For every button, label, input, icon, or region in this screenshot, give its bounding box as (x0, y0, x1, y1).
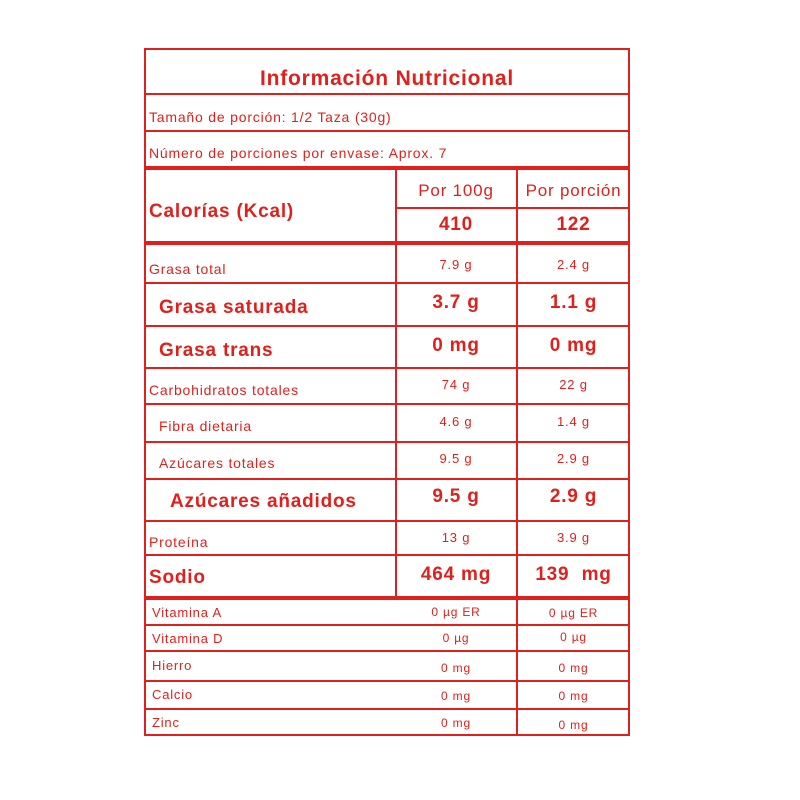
divider (146, 708, 628, 710)
nutrient-per-serving: 2.9 g (557, 451, 590, 466)
vitamin-per-100g: 0 mg (441, 689, 471, 703)
divider (146, 680, 628, 682)
vitamin-per-serving: 0 mg (558, 718, 589, 732)
nutrient-per-serving: 1.1 g (549, 292, 598, 313)
vitamin-per-serving: 0 µg ER (548, 606, 599, 620)
divider-thick (146, 166, 628, 170)
vitamin-per-100g: 0 mg (441, 716, 471, 730)
nutrient-label: Grasa saturada (159, 297, 309, 318)
vitamin-per-100g: 0 mg (441, 661, 471, 675)
divider (146, 554, 628, 556)
vitamin-label: Hierro (152, 658, 193, 673)
vitamin-per-100g: 0 µg (442, 631, 470, 645)
divider-thick (146, 596, 628, 600)
divider (396, 207, 628, 209)
divider (146, 325, 628, 327)
divider (146, 403, 628, 405)
divider-thick (146, 241, 628, 245)
nutrient-label: Fibra dietaria (159, 418, 252, 434)
nutrient-per-serving: 139 mg (535, 564, 612, 585)
vitamin-label: Calcio (152, 687, 193, 702)
column-header-per-serving: Por porción (525, 181, 622, 200)
nutrient-per-serving: 1.4 g (557, 414, 590, 429)
vitamin-label: Vitamina A (152, 605, 222, 620)
calories-per-100g: 410 (438, 214, 474, 235)
nutrient-per-serving: 2.9 g (549, 486, 598, 507)
nutrient-per-100g: 464 mg (420, 564, 492, 585)
nutrient-label: Grasa total (149, 261, 227, 277)
nutrient-per-serving: 3.9 g (557, 530, 590, 545)
vitamin-per-100g: 0 µg ER (431, 605, 481, 619)
divider (146, 650, 628, 652)
calories-per-serving: 122 (556, 214, 591, 235)
vitamin-per-serving: 0 mg (558, 661, 589, 675)
vitamin-per-serving: 0 µg (560, 630, 587, 644)
vitamin-label: Vitamina D (152, 631, 224, 646)
serving-size: Tamaño de porción: 1/2 Taza (30g) (149, 109, 392, 125)
nutrient-per-100g: 7.9 g (439, 257, 473, 272)
divider (146, 93, 628, 95)
calories-label: Calorías (Kcal) (149, 201, 295, 222)
divider (146, 282, 628, 284)
nutrient-label: Sodio (149, 567, 206, 588)
column-header-per-100g: Por 100g (418, 181, 494, 200)
divider (146, 624, 628, 626)
nutrient-label: Azúcares totales (159, 455, 276, 471)
nutrient-label: Grasa trans (159, 340, 274, 361)
nutrient-per-serving: 0 mg (549, 335, 598, 356)
divider (146, 367, 628, 369)
nutrient-per-serving: 2.4 g (557, 257, 590, 272)
panel-title: Información Nutricional (259, 67, 515, 90)
nutrient-per-serving: 22 g (559, 377, 588, 392)
divider (146, 478, 628, 480)
divider (146, 441, 628, 443)
nutrient-per-100g: 9.5 g (439, 451, 473, 466)
nutrient-per-100g: 9.5 g (432, 486, 480, 507)
nutrition-facts-panel (144, 48, 630, 736)
divider (146, 130, 628, 132)
nutrient-per-100g: 13 g (441, 530, 471, 545)
nutrient-per-100g: 3.7 g (432, 292, 480, 313)
nutrient-label: Proteína (149, 534, 209, 550)
servings-per-container: Número de porciones por envase: Aprox. 7 (149, 145, 448, 161)
nutrient-per-100g: 4.6 g (439, 414, 473, 429)
vitamin-per-serving: 0 mg (558, 689, 589, 703)
vitamin-label: Zinc (152, 715, 180, 730)
nutrient-per-100g: 0 mg (432, 335, 480, 356)
divider (146, 520, 628, 522)
nutrient-per-100g: 74 g (441, 377, 471, 392)
nutrient-label: Carbohidratos totales (149, 382, 299, 398)
nutrient-label: Azúcares añadidos (170, 491, 357, 512)
